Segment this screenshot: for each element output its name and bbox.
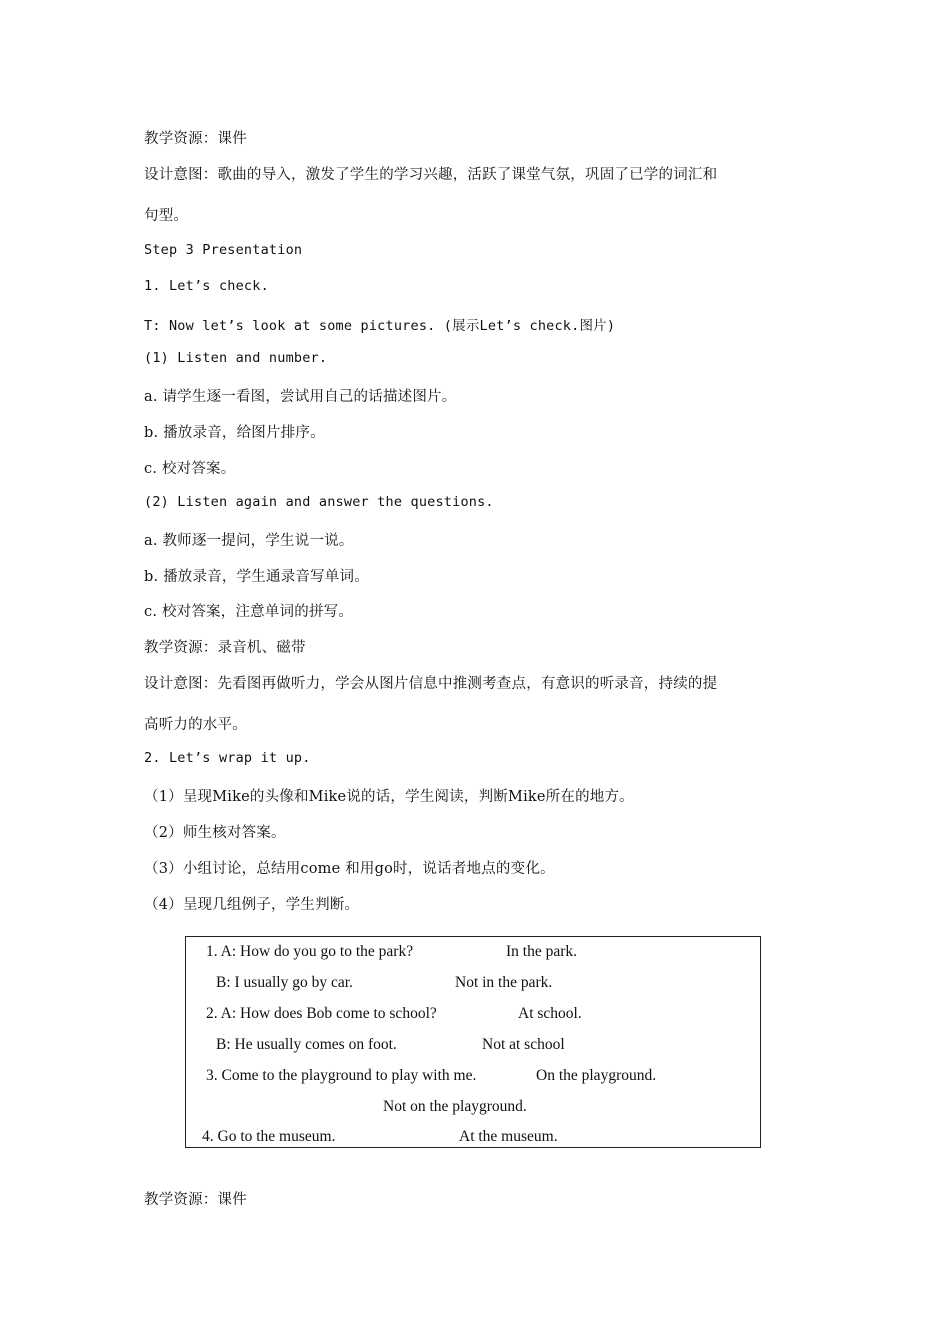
list-item: b. 播放录音，给图片排序。 [144,425,325,441]
example-4-sentence: 4. Go to the museum. [202,1128,336,1145]
design-intent-continued: 句型。 [144,208,189,224]
teaching-resource-line: 教学资源：课件 [144,1192,247,1208]
example-1-question: 1. A: How do you go to the park? [206,943,414,960]
teacher-line: T: Now let’s look at some pictures. (展示Let’s check.图片) [144,318,616,334]
list-item: a. 教师逐一提问，学生说一说。 [144,533,354,549]
example-4-answer: At the museum. [459,1128,558,1145]
example-3-answer-a: On the playground. [536,1067,657,1084]
list-item: （1）呈现Mike的头像和Mike说的话，学生阅读，判断Mike所在的地方。 [144,789,634,805]
list-item: c. 校对答案，注意单词的拼写。 [144,604,354,620]
design-intent-line: 设计意图：先看图再做听力，学会从图片信息中推测考查点，有意识的听录音，持续的提 [144,676,718,692]
examples-box [185,936,761,1148]
example-2-reply: B: He usually comes on foot. [216,1036,397,1053]
list-item: a. 请学生逐一看图，尝试用自己的话描述图片。 [144,389,457,405]
example-2-question: 2. A: How does Bob come to school? [206,1005,437,1022]
design-intent-continued: 高听力的水平。 [144,717,247,733]
example-2-answer-a: At school. [518,1005,582,1022]
list-item: （3）小组讨论，总结用come 和用go时，说话者地点的变化。 [144,861,555,877]
step-heading: Step 3 Presentation [144,242,303,258]
example-1-reply: B: I usually go by car. [216,974,353,991]
list-item: （4）呈现几组例子，学生判断。 [144,897,360,913]
section-lets-check: 1. Let’s check. [144,278,269,294]
subsection-listen-again: (2) Listen again and answer the questions. [144,494,494,510]
teaching-resource-line: 教学资源：录音机、磁带 [144,640,306,656]
section-wrap-it-up: 2. Let’s wrap it up. [144,750,311,766]
design-intent-line: 设计意图：歌曲的导入，激发了学生的学习兴趣，活跃了课堂气氛，巩固了已学的词汇和 [144,167,718,183]
example-1-answer-b: Not in the park. [455,974,553,991]
example-3-answer-b: Not on the playground. [383,1098,527,1115]
example-3-sentence: 3. Come to the playground to play with me. [206,1067,477,1084]
example-1-answer-a: In the park. [506,943,578,960]
list-item: c. 校对答案。 [144,461,236,477]
list-item: （2）师生核对答案。 [144,825,286,841]
teaching-resource-line: 教学资源：课件 [144,131,247,147]
subsection-listen-number: (1) Listen and number. [144,350,328,366]
list-item: b. 播放录音，学生通录音写单词。 [144,569,369,585]
example-2-answer-b: Not at school [482,1036,565,1053]
